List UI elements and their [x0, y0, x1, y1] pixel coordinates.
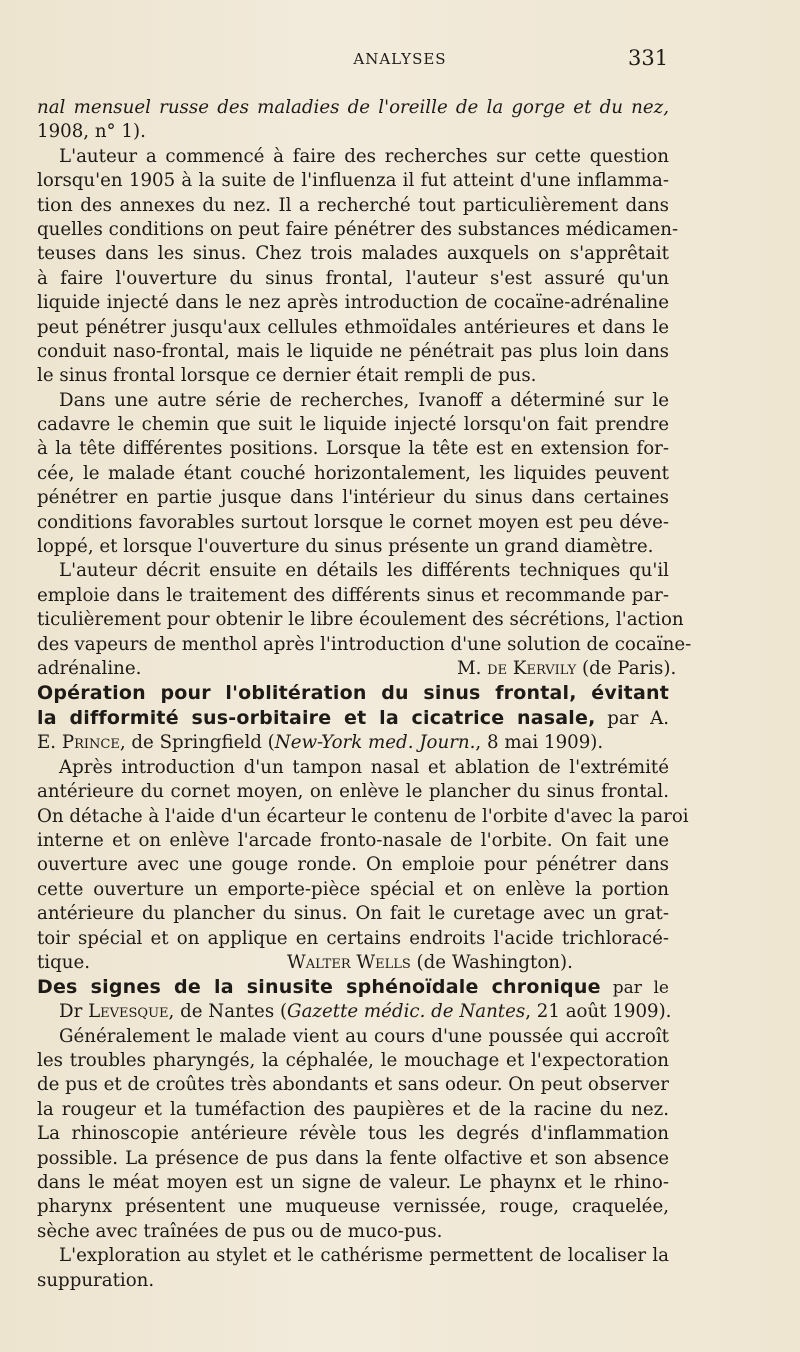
- ref-journal: Gazette médic. de Nantes: [287, 1001, 526, 1023]
- text-line: peut pénétrer jusqu'aux cellules ethmoïdales antérieures et dans le: [37, 316, 669, 338]
- text-line: loppé, et lorsque l'ouverture du sinus présente un grand diamètre.: [37, 536, 654, 558]
- ref-date: , 21 août 1909).: [525, 1001, 672, 1023]
- text-line: 1908, n° 1).: [37, 121, 146, 143]
- text-line: la rougeur et la tuméfaction des paupières et de la racine du nez.: [37, 1098, 669, 1120]
- text-line: pharynx présentent une muqueuse vernissée, rouge, craquelée,: [37, 1196, 669, 1218]
- page-body: [37, 96, 692, 1293]
- article-1-text: [37, 96, 692, 657]
- text-line: pénétrer en partie jusque dans l'intérieur du sinus dans certaines: [37, 487, 669, 509]
- text-line: possible. La présence de pus dans la fente olfactive et son absence: [37, 1147, 669, 1169]
- ref-author: Prince: [61, 732, 120, 754]
- article-title-part: la difformité sus-orbitaire et la cicatrice nasale,: [37, 707, 596, 730]
- text-line: ticulièrement pour obtenir le libre écoulement des sécrétions, l'action: [37, 609, 684, 631]
- text-line: La rhinoscopie antérieure révèle tous les degrés d'inflammation: [37, 1123, 669, 1145]
- text-line: cée, le malade étant couché horizontalement, les liquides peuvent: [37, 462, 669, 484]
- text-line: Après introduction d'un tampon nasal et ablation de l'extrémité: [59, 756, 669, 778]
- ref-author: Levesque: [88, 1001, 169, 1023]
- author-signature: M. de Kervily: [457, 657, 577, 679]
- article-title: Opération pour l'oblitération du sinus frontal, évitant: [37, 682, 669, 705]
- text-line: suppuration.: [37, 1269, 155, 1291]
- text-line: le sinus frontal lorsque ce dernier était rempli de pus.: [37, 365, 537, 387]
- ref-title: Dr: [59, 1001, 89, 1023]
- running-title: ANALYSES: [353, 50, 447, 68]
- byline-lead: par A.: [607, 708, 669, 730]
- text-line: ouverture avec une gouge ronde. On emploie pour pénétrer dans: [37, 854, 669, 876]
- text-line: emploie dans le traitement des différents sinus et recommande par-: [37, 584, 669, 606]
- text-line: teuses dans les sinus. Chez trois malades auxquels on s'apprêtait: [37, 243, 669, 265]
- text-line: nal mensuel russe des maladies de l'oreille de la gorge et du nez,: [37, 97, 669, 118]
- text-line: antérieure du cornet moyen, on enlève le plancher du sinus frontal.: [37, 781, 669, 803]
- ref-date: , 8 mai 1909).: [475, 732, 604, 754]
- text-line: conduit naso-frontal, mais le liquide ne pénétrait pas plus loin dans: [37, 340, 669, 362]
- text-line: antérieure du plancher du sinus. On fait le curetage avec un grat-: [37, 903, 669, 925]
- text-line: L'auteur décrit ensuite en détails les différents techniques qu'il: [59, 560, 669, 582]
- byline-lead: par le: [612, 978, 669, 999]
- text-line: lorsqu'en 1905 à la suite de l'influenza il fut atteint d'une inflamma-: [37, 170, 669, 192]
- text-line: dans le méat moyen est un signe de valeur. Le phaynx et le rhino-: [37, 1172, 669, 1194]
- text-line: tion des annexes du nez. Il a recherché tout particulièrement dans: [37, 194, 669, 216]
- text-line: les troubles pharyngés, la céphalée, le mouchage et l'expectoration: [37, 1050, 669, 1072]
- text-line: à faire l'ouverture du sinus frontal, l'auteur s'est assuré qu'un: [37, 267, 669, 289]
- line-text: adrénaline.: [37, 657, 142, 679]
- article-2-text: [37, 756, 689, 951]
- text-line: de pus et de croûtes très abondants et sans odeur. On peut observer: [37, 1074, 669, 1096]
- text-line: interne et on enlève l'arcade fronto-nasale de l'orbite. On fait une: [37, 829, 669, 851]
- text-line: L'auteur a commencé à faire des recherches sur cette question: [59, 145, 669, 167]
- signature-line: [37, 951, 669, 975]
- text-line: quelles conditions on peut faire pénétrer des substances médicamen-: [37, 218, 679, 240]
- text-line: liquide injecté dans le nez après introduction de cocaïne-adrénaline: [37, 292, 669, 314]
- text-line: Généralement le malade vient au cours d'une poussée qui accroît: [59, 1025, 669, 1047]
- page-number: 331: [628, 46, 669, 70]
- text-line: à la tête différentes positions. Lorsque la tête est en extension for-: [37, 438, 669, 460]
- article-3-text: [37, 1025, 669, 1293]
- text-line: conditions favorables surtout lorsque le cornet moyen est peu déve-: [37, 511, 669, 533]
- text-line: L'exploration au stylet et le cathérisme permettent de localiser la: [59, 1245, 669, 1267]
- text-line: des vapeurs de menthol après l'introduction d'une solution de cocaïne-: [37, 633, 692, 655]
- text-line: Dans une autre série de recherches, Ivanoff a déterminé sur le: [59, 389, 669, 411]
- ref-journal: New-York med. Journ.: [274, 732, 476, 754]
- text-line: cadavre le chemin que suit le liquide injecté lorsqu'on fait prendre: [37, 414, 669, 436]
- reference-line: [37, 1000, 672, 1024]
- article-title-part: Des signes de la sinusite sphénoïdale chronique: [37, 976, 601, 999]
- author-signature: Walter Wells: [287, 951, 411, 973]
- article-title: [37, 975, 669, 1000]
- article-title-continued: [37, 706, 669, 731]
- line-text: tique.: [37, 951, 91, 973]
- text-line: toir spécial et on applique en certains endroits l'acide trichloracé-: [37, 927, 669, 949]
- author-place: (de Paris).: [582, 657, 677, 679]
- text-line: On détache à l'aide d'un écarteur le contenu de l'orbite d'avec la paroi: [37, 805, 689, 827]
- author-place: (de Washington).: [416, 951, 573, 973]
- ref-text: , de Springfield (: [119, 732, 275, 754]
- ref-text: , de Nantes (: [168, 1001, 288, 1023]
- text-line: sèche avec traînées de pus ou de muco-pus.: [37, 1220, 443, 1242]
- reference-line: [37, 731, 669, 755]
- ref-initial: E.: [37, 732, 62, 754]
- text-line: cette ouverture un emporte-pièce spécial et on enlève la portion: [37, 878, 669, 900]
- signature-line: [37, 657, 677, 681]
